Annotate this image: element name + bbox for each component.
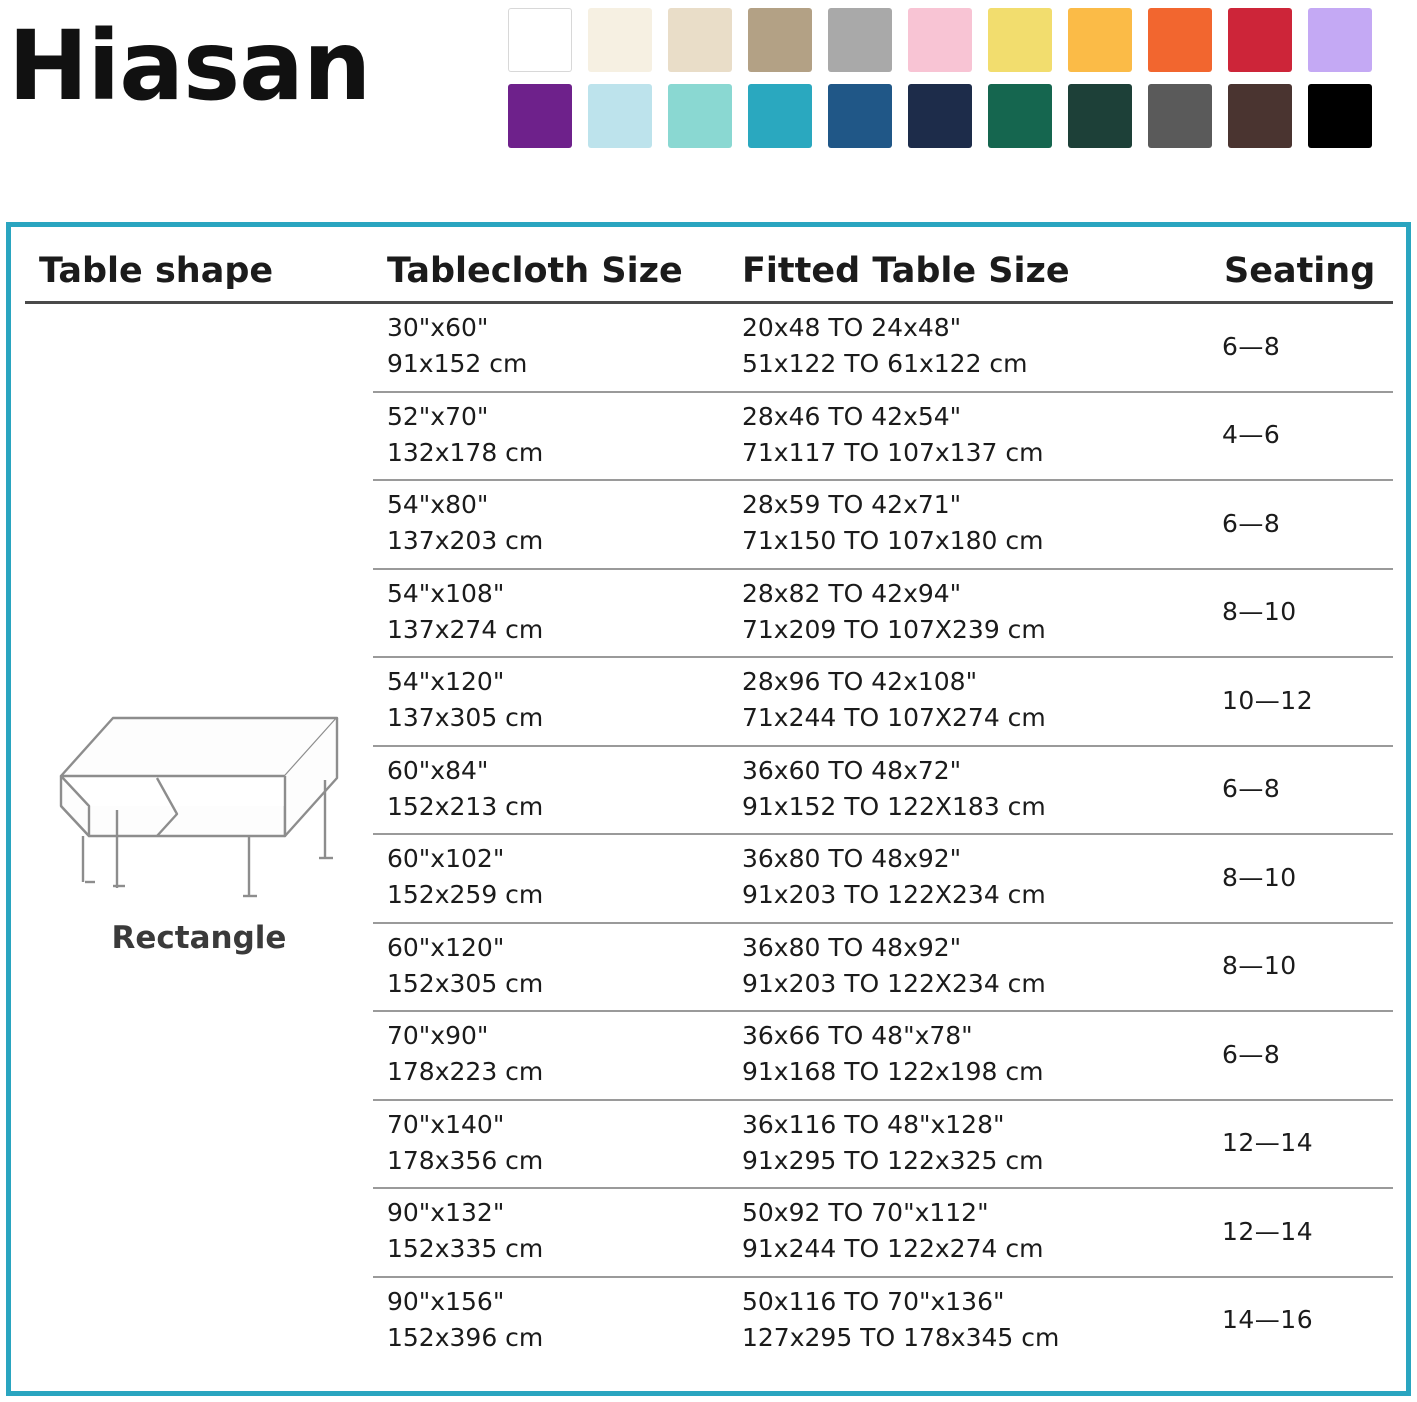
fitted-size-cm: 91x152 TO 122X183 cm [742,791,1046,821]
cell-fitted-table-size [728,569,1218,658]
color-swatch-purple[interactable] [508,84,572,148]
header-tablecloth-size: Tablecloth Size [373,245,728,303]
size-chart-panel [6,222,1411,1396]
cell-fitted-table-size [728,1277,1218,1365]
color-swatch-mint[interactable] [668,84,732,148]
color-swatch-brown[interactable] [1228,84,1292,148]
color-swatch-taupe[interactable] [748,8,812,72]
brand-logo: Hiasan [8,10,371,122]
size-chart-table [25,245,1393,1364]
header-seating: Seating [1218,245,1393,303]
cell-seating: 14—16 [1222,1305,1314,1335]
cell-tablecloth-size [373,303,728,392]
fitted-size-inches: 36x116 TO 48"x128" [742,1109,1005,1139]
cell-tablecloth-size [373,392,728,481]
tablecloth-size-cm: 91x152 cm [387,349,528,379]
cell-seating: 12—14 [1218,1188,1393,1277]
cell-tablecloth-size [373,923,728,1012]
cell-tablecloth-size [373,569,728,658]
cell-seating: 6—8 [1218,303,1393,392]
cell-seating: 6—8 [1218,480,1393,569]
header-table-shape: Table shape [25,245,373,303]
table-shape-label: Rectangle [111,920,287,956]
cell-fitted-table-size [728,1011,1218,1100]
table-shape-cell [25,303,373,1365]
color-swatch-pink[interactable] [908,8,972,72]
color-swatch-lavender[interactable] [1308,8,1372,72]
color-swatch-gray[interactable] [828,8,892,72]
fitted-size-cm: 91x244 TO 122x274 cm [742,1234,1044,1264]
fitted-size-inches: 20x48 TO 24x48" [742,313,962,342]
table-body [25,303,1393,1365]
cell-tablecloth-size [373,480,728,569]
cell-tablecloth-size [373,657,728,746]
tablecloth-size-cm: 152x259 cm [387,880,544,910]
fitted-size-cm: 91x203 TO 122X234 cm [742,880,1046,910]
tablecloth-size-cm: 137x274 cm [387,614,544,644]
color-swatch-dark-gray[interactable] [1148,84,1212,148]
cell-seating: 8—10 [1218,834,1393,923]
cell-seating: 4—6 [1218,392,1393,481]
tablecloth-size-cm: 152x335 cm [387,1234,544,1264]
color-swatch-white[interactable] [508,8,572,72]
cell-fitted-table-size [728,834,1218,923]
fitted-size-cm: 51x122 TO 61x122 cm [742,349,1028,379]
rectangle-table-svg [49,710,349,900]
cell-tablecloth-size [373,1277,728,1365]
tablecloth-size-cm: 137x203 cm [387,526,544,556]
header [0,0,1417,218]
tablecloth-size-cm: 152x305 cm [387,968,544,998]
tablecloth-size-inches: 52"x70" [387,401,489,431]
tablecloth-size-cm: 152x396 cm [387,1322,544,1352]
fitted-size-cm: 91x295 TO 122x325 cm [742,1145,1044,1175]
cell-tablecloth-size [373,834,728,923]
tablecloth-size-inches: 60"x120" [387,932,505,962]
tablecloth-size-inches: 30"x60" [387,313,489,342]
color-swatch-beige[interactable] [668,8,732,72]
color-swatch-navy[interactable] [908,84,972,148]
color-swatch-ivory[interactable] [588,8,652,72]
cell-tablecloth-size [373,1100,728,1189]
cell-seating: 10—12 [1218,657,1393,746]
fitted-size-inches: 50x116 TO 70"x136" [742,1286,1005,1316]
cell-fitted-table-size [728,303,1218,392]
fitted-size-inches: 50x92 TO 70"x112" [742,1198,989,1227]
fitted-size-cm: 71x209 TO 107X239 cm [742,614,1046,644]
tablecloth-size-cm: 178x356 cm [387,1145,544,1175]
fitted-size-inches: 36x80 TO 48x92" [742,844,962,873]
color-swatch-emerald[interactable] [988,84,1052,148]
tablecloth-size-inches: 90"x132" [387,1198,505,1227]
fitted-size-inches: 36x80 TO 48x92" [742,932,962,962]
cell-tablecloth-size [373,1188,728,1277]
tablecloth-size-cm: 152x213 cm [387,791,544,821]
table-header-row [25,245,1393,303]
color-swatch-grid [508,8,1398,148]
cell-seating: 6—8 [1218,1011,1393,1100]
fitted-size-cm: 71x150 TO 107x180 cm [742,526,1044,556]
cell-fitted-table-size [728,1100,1218,1189]
table-row [25,303,1393,392]
cell-seating: 6—8 [1218,746,1393,835]
tablecloth-size-cm: 137x305 cm [387,703,544,733]
color-swatch-baby-blue[interactable] [588,84,652,148]
fitted-size-inches: 28x96 TO 42x108" [742,667,978,696]
color-swatch-yellow[interactable] [1068,8,1132,72]
fitted-size-inches: 36x66 TO 48"x78" [742,1021,973,1050]
tablecloth-size-inches: 54"x108" [387,578,505,608]
cell-fitted-table-size [728,923,1218,1012]
fitted-size-inches: 36x60 TO 48x72" [742,755,962,785]
tablecloth-size-inches: 90"x156" [387,1286,505,1316]
tablecloth-size-inches: 54"x120" [387,667,505,696]
tablecloth-size-cm: 178x223 cm [387,1057,544,1087]
fitted-size-cm: 71x244 TO 107X274 cm [742,703,1046,733]
color-swatch-black[interactable] [1308,84,1372,148]
cell-seating: 12—14 [1218,1100,1393,1189]
tablecloth-size-inches: 60"x102" [387,844,505,873]
color-swatch-light-yellow[interactable] [988,8,1052,72]
cell-fitted-table-size [728,392,1218,481]
color-swatch-row-1 [508,8,1398,72]
header-fitted-table-size: Fitted Table Size [728,245,1218,303]
color-swatch-orange[interactable] [1148,8,1212,72]
tablecloth-size-inches: 70"x140" [387,1109,505,1139]
fitted-size-inches: 28x46 TO 42x54" [742,401,962,431]
cell-tablecloth-size [373,1011,728,1100]
tablecloth-size-inches: 70"x90" [387,1021,489,1050]
cell-fitted-table-size [728,657,1218,746]
fitted-size-cm: 91x168 TO 122x198 cm [742,1057,1044,1087]
cell-seating: 8—10 [1218,569,1393,658]
color-swatch-teal[interactable] [748,84,812,148]
tablecloth-size-inches: 54"x80" [387,490,489,519]
color-swatch-row-2 [508,84,1398,148]
cell-fitted-table-size [728,746,1218,835]
color-swatch-dark-green[interactable] [1068,84,1132,148]
tablecloth-size-cm: 132x178 cm [387,437,544,467]
fitted-size-cm: 127x295 TO 178x345 cm [742,1322,1060,1352]
rectangle-table-icon [49,710,349,906]
cell-fitted-table-size [728,1188,1218,1277]
fitted-size-cm: 91x203 TO 122X234 cm [742,968,1046,998]
fitted-size-inches: 28x82 TO 42x94" [742,578,962,608]
color-swatch-red[interactable] [1228,8,1292,72]
fitted-size-cm: 71x117 TO 107x137 cm [742,437,1044,467]
cell-fitted-table-size [728,480,1218,569]
fitted-size-inches: 28x59 TO 42x71" [742,490,962,519]
cell-tablecloth-size [373,746,728,835]
color-swatch-blue[interactable] [828,84,892,148]
tablecloth-size-inches: 60"x84" [387,755,489,785]
cell-seating: 8—10 [1218,923,1393,1012]
